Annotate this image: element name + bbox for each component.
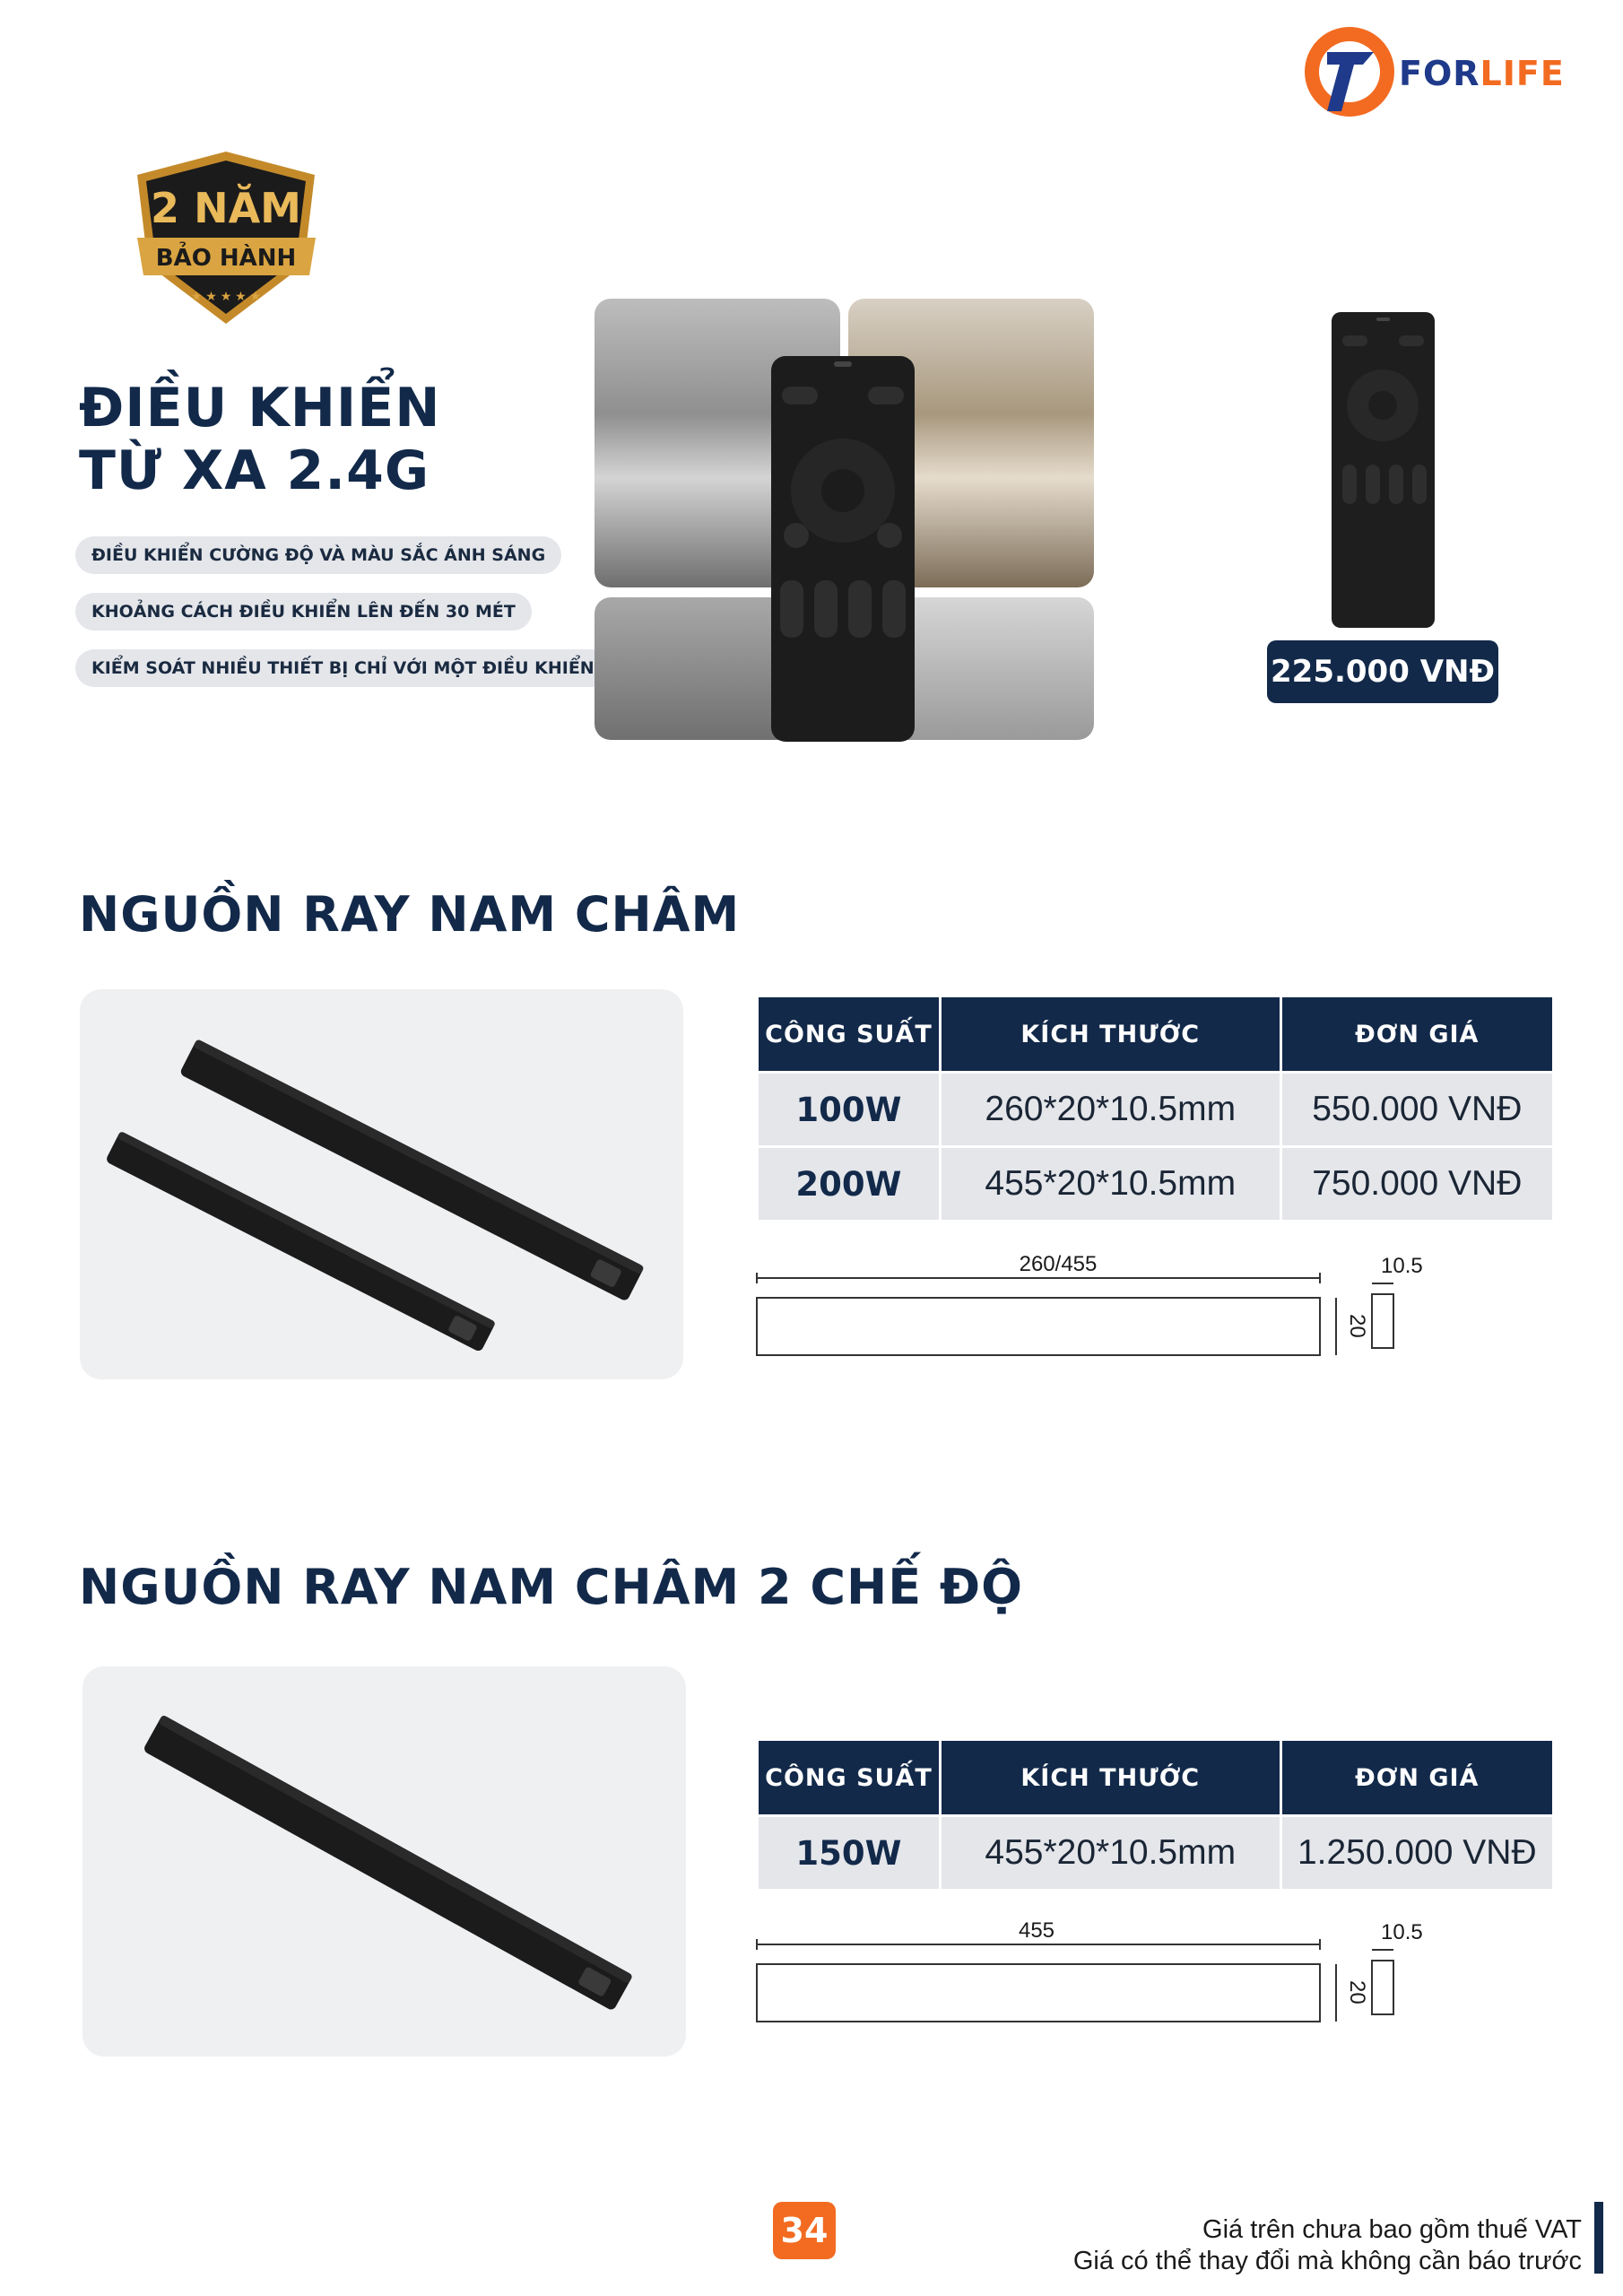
dim-height: 20	[1345, 1980, 1369, 2005]
cell-price: 1.250.000 VNĐ	[1282, 1817, 1552, 1889]
cell-power: 150W	[759, 1817, 939, 1889]
header-power: CÔNG SUẤT	[759, 1741, 939, 1814]
spec-table	[756, 1738, 1555, 1892]
header-price: ĐƠN GIÁ	[1282, 1741, 1552, 1814]
dim-length: 260/455	[1019, 1252, 1098, 1276]
badge-line1: 2 NĂM	[151, 184, 301, 232]
remote-title: ĐIỀU KHIỂN TỪ XA 2.4G	[79, 377, 441, 502]
header-size: KÍCH THƯỚC	[942, 1741, 1280, 1814]
feature-pill: KIỂM SOÁT NHIỀU THIẾT BỊ CHỈ VỚI MỘT ĐIỀU KHIỂN	[75, 649, 611, 687]
cell-size: 455*20*10.5mm	[942, 1148, 1280, 1220]
badge-line2: BẢO HÀNH	[155, 245, 297, 272]
page-number: 34	[773, 2202, 836, 2259]
header-power: CÔNG SUẤT	[759, 997, 939, 1071]
cell-size: 260*20*10.5mm	[942, 1074, 1280, 1145]
table-row	[759, 1817, 1552, 1889]
footer-note-price-change: Giá có thể thay đổi mà không cần báo trước	[1072, 2247, 1582, 2275]
cell-power: 200W	[759, 1148, 939, 1220]
cell-size: 455*20*10.5mm	[942, 1817, 1280, 1889]
table-row	[759, 1074, 1552, 1145]
brand-logo-icon	[1300, 18, 1399, 126]
brand-logo	[1300, 18, 1587, 126]
cell-power: 100W	[759, 1074, 939, 1145]
remote-control-image	[768, 356, 918, 742]
dimension-drawing	[753, 1251, 1423, 1368]
spec-table	[756, 995, 1555, 1222]
header-price: ĐƠN GIÁ	[1282, 997, 1552, 1071]
table-header-row	[759, 1741, 1552, 1814]
table-row	[759, 1148, 1552, 1220]
feature-pill: ĐIỀU KHIỂN CƯỜNG ĐỘ VÀ MÀU SẮC ÁNH SÁNG	[75, 536, 561, 574]
dim-depth: 10.5	[1381, 1920, 1423, 1944]
footer-note-vat: Giá trên chưa bao gồm thuế VAT	[1202, 2215, 1582, 2244]
remote-control-image	[1332, 312, 1435, 628]
table-header-row	[759, 997, 1552, 1071]
svg-text:★ ★ ★ ★ ★: ★ ★ ★ ★ ★	[190, 289, 262, 303]
dim-length: 455	[1018, 1918, 1055, 1943]
footer-accent-bar	[1594, 2202, 1603, 2274]
product-image-card	[80, 989, 683, 1379]
dim-depth: 10.5	[1381, 1254, 1423, 1278]
remote-price: 225.000 VNĐ	[1267, 640, 1498, 703]
section-title: NGUỒN RAY NAM CHÂM	[79, 886, 741, 943]
header-size: KÍCH THƯỚC	[942, 997, 1280, 1071]
dimension-drawing	[753, 1918, 1423, 2034]
brand-name: FORLIFE	[1399, 54, 1565, 93]
power-supply-image	[82, 1666, 686, 2057]
remote-product-photo	[595, 299, 1094, 740]
feature-pill: KHOẢNG CÁCH ĐIỀU KHIỂN LÊN ĐẾN 30 MÉT	[75, 593, 532, 631]
power-supply-image	[80, 989, 683, 1379]
section-title: NGUỒN RAY NAM CHÂM 2 CHẾ ĐỘ	[79, 1559, 1024, 1615]
product-image-card	[82, 1666, 686, 2057]
cell-price: 550.000 VNĐ	[1282, 1074, 1552, 1145]
warranty-badge	[130, 148, 323, 327]
cell-price: 750.000 VNĐ	[1282, 1148, 1552, 1220]
dim-height: 20	[1345, 1314, 1369, 1338]
